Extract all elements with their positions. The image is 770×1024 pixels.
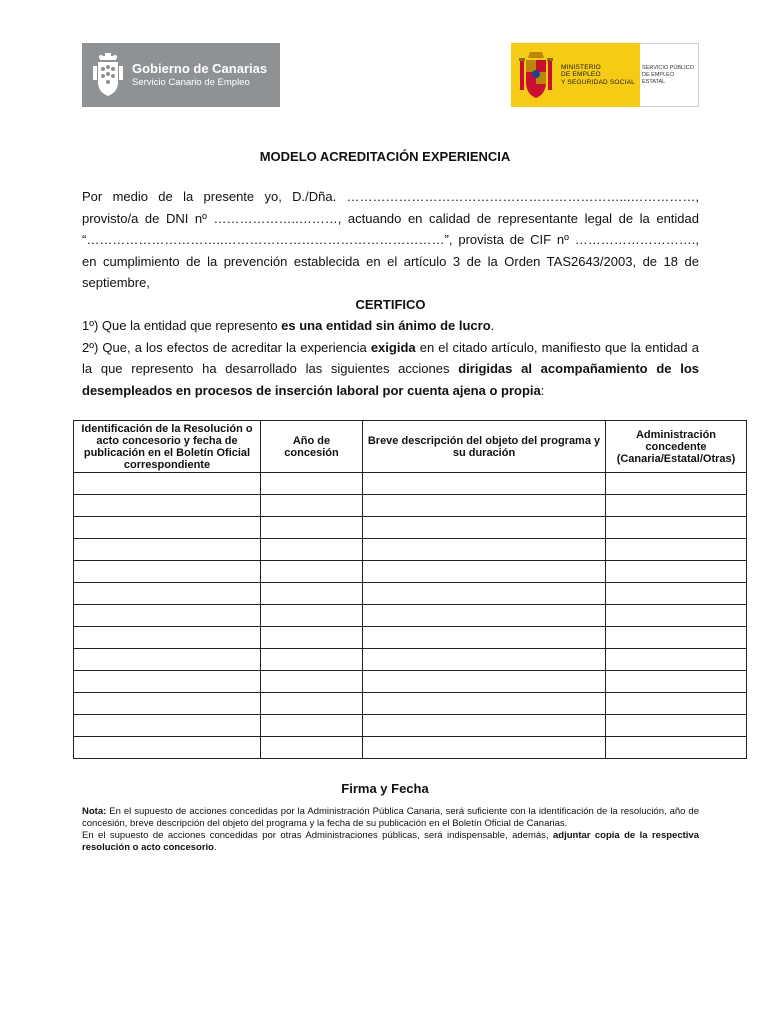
header-descripcion: Breve descripción del objeto del programa y su duración (363, 421, 606, 473)
table-cell[interactable] (606, 517, 747, 539)
table-cell[interactable] (606, 605, 747, 627)
table-cell[interactable] (74, 671, 261, 693)
table-cell[interactable] (606, 671, 747, 693)
table-cell[interactable] (261, 715, 363, 737)
table-row (74, 517, 747, 539)
table-row (74, 561, 747, 583)
header-administracion: Administración concedente (Canaria/Estatal/Otras) (606, 421, 747, 473)
logo-name: Gobierno de Canarias (132, 61, 268, 76)
table-header-row (74, 421, 747, 473)
logo-subtitle: Servicio Canario de Empleo (132, 77, 250, 88)
table-cell[interactable] (74, 539, 261, 561)
table-cell[interactable] (606, 715, 747, 737)
table-cell[interactable] (363, 715, 606, 737)
table-row (74, 495, 747, 517)
header-resolucion: Identificación de la Resolución o acto concesorio y fecha de publicación en el Boletín Oficial correspondiente (74, 421, 261, 473)
table-cell[interactable] (363, 627, 606, 649)
table-row (74, 583, 747, 605)
table-cell[interactable] (363, 473, 606, 495)
intro-paragraph: Por medio de la presente yo, D./Dña. ………………………………………………………...……………, provisto/a de DNI nº ………………..………, actuando en calidad de representante legal de la entidad “…………………………..……………………………………………”, provista de CIF nº ………………………., en cumplimiento de la prevención establecida en el artículo 3 de la Orden TAS2643/2003, de 18 de septiembre, (82, 189, 699, 290)
table-row (74, 715, 747, 737)
table-row (74, 693, 747, 715)
ministry-name: MINISTERIO DE EMPLEO Y SEGURIDAD SOCIAL (561, 63, 635, 86)
nota-paragraph-1: Nota: En el supuesto de acciones concedidas por la Administración Pública Canaria, será suficiente con la identificación de la resolución, año de concesión, breve descripción del objeto del programa y la fecha de su publicación en el Boletín Oficial de Canarias. (82, 806, 699, 829)
table-cell[interactable] (261, 495, 363, 517)
table-cell[interactable] (363, 583, 606, 605)
table-cell[interactable] (74, 737, 261, 759)
table-cell[interactable] (606, 649, 747, 671)
table-cell[interactable] (606, 737, 747, 759)
table-cell[interactable] (363, 561, 606, 583)
nota-block (82, 806, 699, 854)
table-cell[interactable] (606, 561, 747, 583)
table-cell[interactable] (363, 737, 606, 759)
nota-paragraph-2: En el supuesto de acciones concedidas por otras Administraciones públicas, será indispensable, además, adjuntar copia de la respectiva resolución o acto concesorio. (82, 830, 699, 853)
table-cell[interactable] (74, 627, 261, 649)
table-row (74, 649, 747, 671)
experience-table (73, 420, 747, 759)
table-cell[interactable] (74, 605, 261, 627)
table-row (74, 539, 747, 561)
table-cell[interactable] (606, 495, 747, 517)
table-cell[interactable] (606, 627, 747, 649)
table-row (74, 473, 747, 495)
table-cell[interactable] (606, 583, 747, 605)
table-cell[interactable] (261, 473, 363, 495)
certify-item-1: 1º) Que la entidad que represento es una entidad sin ánimo de lucro. (82, 318, 495, 333)
table-cell[interactable] (74, 649, 261, 671)
table-cell[interactable] (74, 693, 261, 715)
gobierno-canarias-logo (82, 43, 280, 107)
table-cell[interactable] (261, 539, 363, 561)
table-cell[interactable] (261, 671, 363, 693)
table-cell[interactable] (261, 649, 363, 671)
document-title: MODELO ACREDITACIÓN EXPERIENCIA (259, 149, 511, 164)
table-row (74, 737, 747, 759)
table-cell[interactable] (261, 605, 363, 627)
table-cell[interactable] (74, 473, 261, 495)
table-cell[interactable] (261, 627, 363, 649)
table-cell[interactable] (74, 495, 261, 517)
table-row (74, 627, 747, 649)
table-cell[interactable] (74, 517, 261, 539)
ministerio-empleo-logo (511, 43, 699, 107)
table-cell[interactable] (363, 693, 606, 715)
table-cell[interactable] (363, 605, 606, 627)
certifico-heading: CERTIFICO (355, 296, 426, 312)
table-row (74, 605, 747, 627)
table-cell[interactable] (74, 561, 261, 583)
table-cell[interactable] (261, 693, 363, 715)
table-cell[interactable] (363, 517, 606, 539)
table-cell[interactable] (261, 737, 363, 759)
table-cell[interactable] (363, 671, 606, 693)
table-cell[interactable] (261, 583, 363, 605)
canarias-coat-of-arms-icon (92, 52, 124, 98)
table-row (74, 671, 747, 693)
document-body (82, 186, 699, 401)
table-cell[interactable] (606, 473, 747, 495)
table-cell[interactable] (74, 583, 261, 605)
table-cell[interactable] (261, 561, 363, 583)
table-cell[interactable] (261, 517, 363, 539)
header-ano: Año de concesión (261, 421, 363, 473)
table-cell[interactable] (363, 539, 606, 561)
table-cell[interactable] (606, 539, 747, 561)
service-name: SERVICIO PÚBLICO DE EMPLEO ESTATAL (642, 64, 694, 85)
table-cell[interactable] (606, 693, 747, 715)
firma-fecha-label: Firma y Fecha (341, 781, 429, 796)
spain-coat-of-arms-icon (519, 50, 553, 100)
table-cell[interactable] (363, 495, 606, 517)
certify-item-2: 2º) Que, a los efectos de acreditar la experiencia exigida en el citado artículo, manifiesto que la entidad a la que represento ha desarrollado las siguientes acciones dirigidas al acompañamiento de los desempleados en procesos de inserción laboral por cuenta ajena o propia: (82, 339, 699, 398)
table-cell[interactable] (74, 715, 261, 737)
table-cell[interactable] (363, 649, 606, 671)
